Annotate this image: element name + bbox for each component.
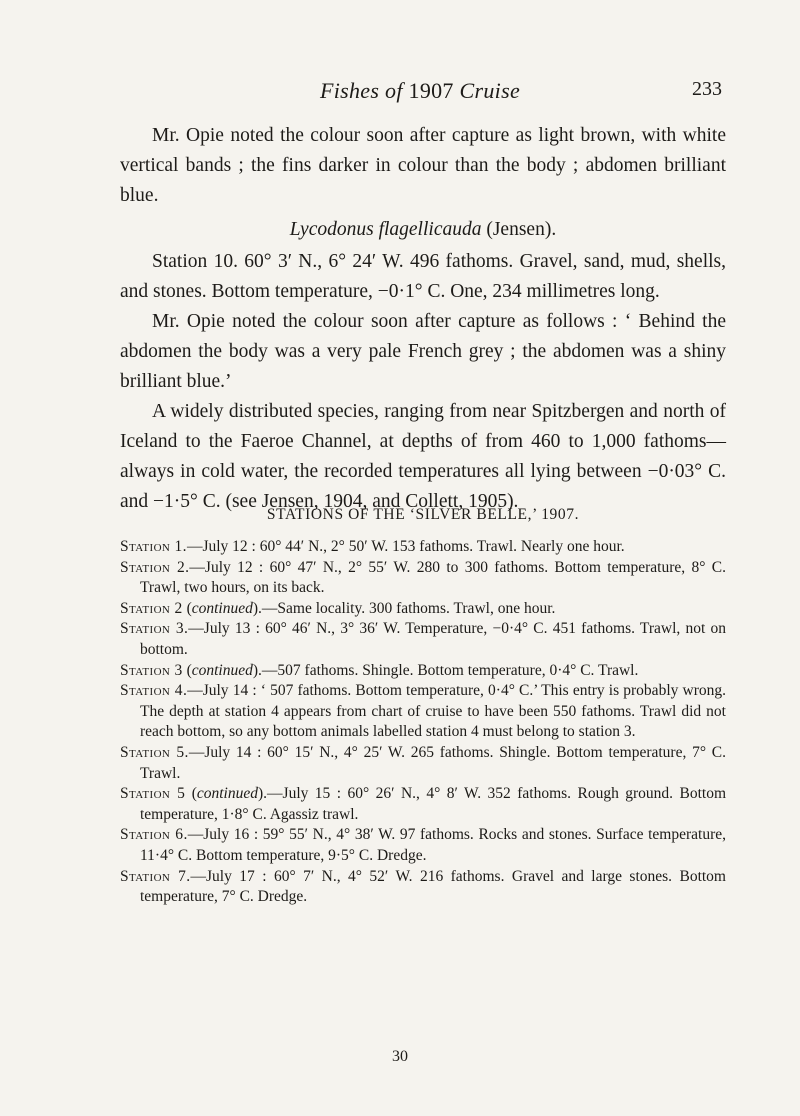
running-title-part: Fishes xyxy=(319,78,386,103)
species-name: Lycodonus flagellicauda xyxy=(289,219,482,240)
running-title-part: Cruise xyxy=(459,78,521,103)
signature-mark: 30 xyxy=(392,1048,408,1065)
station-text: .—July 15 : 60° 26′ N., 4° 8′ W. 352 fathoms. Rough ground. Bottom temperature, 1·8° C. Agassiz trawl. xyxy=(140,785,726,823)
paragraph: Station 10. 60° 3′ N., 6° 24′ W. 496 fathoms. Gravel, sand, mud, shells, and stones. Bottom temperature, −0·1° C. One, 234 millimetres long. xyxy=(120,251,726,302)
station-entry xyxy=(120,825,726,866)
species-author: (Jensen). xyxy=(481,219,557,240)
station-label: Station 3 xyxy=(120,661,183,679)
running-head xyxy=(118,78,722,104)
station-label: Station 4. xyxy=(120,682,188,700)
station-text: .—Same locality. 300 fathoms. Trawl, one hour. xyxy=(258,599,556,617)
station-entry xyxy=(120,867,726,908)
station-entry: Station 5 (continued).—July 15 : 60° 26′ N., 4° 8′ W. 352 fathoms. Rough ground. Bottom temperature, 1·8° C. Agassiz trawl. xyxy=(120,785,726,823)
station-label: Station 6. xyxy=(120,826,188,844)
station-label: Station 5. xyxy=(120,743,189,761)
station-entry xyxy=(120,681,726,743)
running-title-year: 1907 xyxy=(402,78,460,103)
page-number: 233 xyxy=(692,78,722,100)
station-label: Station 1. xyxy=(120,538,187,555)
station-text: —July 14 : 60° 15′ N., 4° 25′ W. 265 fathoms. Shingle. Bottom temperature, 7° C. Trawl. xyxy=(140,743,726,782)
station-text: —July 17 : 60° 7′ N., 4° 52′ W. 216 fathoms. Gravel and large stones. Bottom temperature, 7° C. Dredge. xyxy=(140,867,726,906)
station-entry: Station 2 (continued).—Same locality. 300 fathoms. Trawl, one hour. xyxy=(120,599,556,617)
species-heading xyxy=(120,215,726,245)
station-entry xyxy=(120,537,726,558)
stations-heading: STATIONS OF THE ‘SILVER BELLE,’ 1907. xyxy=(266,506,580,523)
paragraph: Mr. Opie noted the colour soon after capture as follows : ‘ Behind the abdomen the body was a very pale French grey ; the abdomen was a shiny brilliant blue.’ xyxy=(120,311,726,392)
station-entry xyxy=(120,619,726,660)
station-label: Station 3. xyxy=(120,620,189,638)
station-text: —July 14 : ‘ 507 fathoms. Bottom temperature, 0·4° C.’ This entry is probably wrong. The depth at station 4 appears from chart of cruise to have been 550 fathoms. Trawl did not reach bottom, so any bottom animals labelled station 4 must belong to station 3. xyxy=(140,682,726,741)
station-label: Station 2. xyxy=(120,558,190,576)
station-entry xyxy=(120,743,726,784)
station-text: —July 12 : 60° 47′ N., 2° 55′ W. 280 to 300 fathoms. Bottom temperature, 8° C. Trawl, two hours, on its back. xyxy=(140,558,726,597)
station-text: —July 16 : 59° 55′ N., 4° 38′ W. 97 fathoms. Rocks and stones. Surface temperature, 11·4° C. Bottom temperature, 9·5° C. Dredge. xyxy=(140,826,726,864)
paragraph: A widely distributed species, ranging from near Spitzbergen and north of Iceland to the Faeroe Channel, at depths of from 460 to 1,000 fathoms—always in cold water, the recorded temperatures all lying between −0·03° C. and −1·5° C. (see Jensen, 1904, and Collett, 1905). xyxy=(120,401,726,512)
station-text: .—507 fathoms. Shingle. Bottom temperature, 0·4° C. Trawl. xyxy=(258,661,639,679)
body-text xyxy=(120,121,726,517)
station-entry xyxy=(120,558,726,599)
station-label: Station 7. xyxy=(120,867,191,885)
station-label: Station 2 xyxy=(120,599,183,617)
station-qualifier: continued xyxy=(191,661,253,679)
running-title xyxy=(118,78,722,104)
station-qualifier: continued xyxy=(191,599,253,617)
running-title-part: of xyxy=(385,78,403,103)
station-label: Station 5 xyxy=(120,785,186,803)
paragraph: Mr. Opie noted the colour soon after capture as light brown, with white vertical bands ; the fins darker in colour than the body ; abdomen brilliant blue. xyxy=(120,125,726,206)
station-qualifier: continued xyxy=(196,785,258,803)
station-text: —July 12 : 60° 44′ N., 2° 50′ W. 153 fathoms. Trawl. Nearly one hour. xyxy=(186,538,625,555)
station-text: —July 13 : 60° 46′ N., 3° 36′ W. Temperature, −0·4° C. 451 fathoms. Trawl, not on bottom. xyxy=(140,620,726,658)
station-list xyxy=(120,537,726,908)
station-entry: Station 3 (continued).—507 fathoms. Shingle. Bottom temperature, 0·4° C. Trawl. xyxy=(120,661,639,679)
